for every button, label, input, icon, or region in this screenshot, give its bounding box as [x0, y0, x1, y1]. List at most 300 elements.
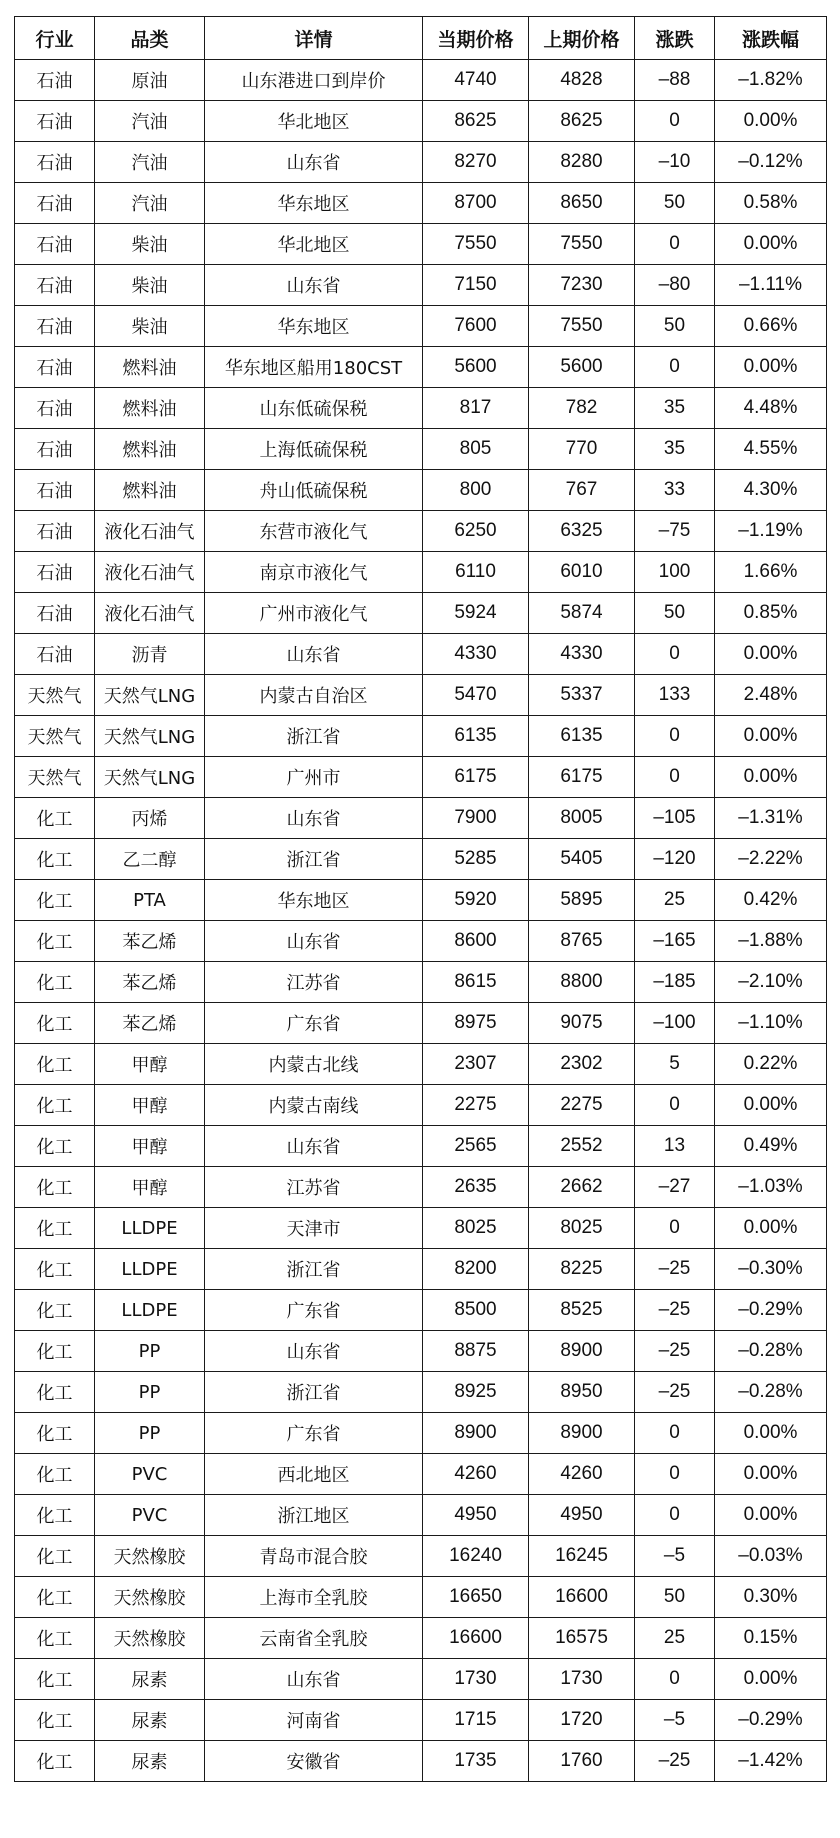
cell-change-percent: 0.00%	[715, 634, 827, 675]
cell-previous-price: 1720	[529, 1700, 635, 1741]
cell-change: 100	[635, 552, 715, 593]
cell-detail: 山东省	[205, 265, 423, 306]
cell-change: 0	[635, 347, 715, 388]
table-row	[15, 1413, 827, 1454]
cell-change-percent: –0.29%	[715, 1290, 827, 1331]
cell-change: 0	[635, 1495, 715, 1536]
cell-detail: 上海市全乳胶	[205, 1577, 423, 1618]
cell-category: 汽油	[95, 142, 205, 183]
header-current-price: 当期价格	[423, 17, 529, 60]
cell-category: PTA	[95, 880, 205, 921]
cell-industry: 石油	[15, 593, 95, 634]
cell-current-price: 16650	[423, 1577, 529, 1618]
cell-change-percent: 0.00%	[715, 1085, 827, 1126]
cell-industry: 化工	[15, 1249, 95, 1290]
cell-detail: 山东港进口到岸价	[205, 60, 423, 101]
cell-detail: 舟山低硫保税	[205, 470, 423, 511]
cell-change: –5	[635, 1536, 715, 1577]
cell-industry: 石油	[15, 347, 95, 388]
cell-industry: 化工	[15, 1536, 95, 1577]
cell-current-price: 817	[423, 388, 529, 429]
cell-change: 0	[635, 716, 715, 757]
cell-current-price: 7150	[423, 265, 529, 306]
cell-change: 0	[635, 1208, 715, 1249]
cell-detail: 上海低硫保税	[205, 429, 423, 470]
cell-industry: 化工	[15, 1659, 95, 1700]
cell-industry: 化工	[15, 839, 95, 880]
cell-change-percent: 0.58%	[715, 183, 827, 224]
cell-previous-price: 4260	[529, 1454, 635, 1495]
cell-previous-price: 8005	[529, 798, 635, 839]
cell-current-price: 8700	[423, 183, 529, 224]
cell-category: 甲醇	[95, 1085, 205, 1126]
cell-detail: 浙江省	[205, 1249, 423, 1290]
cell-change: 25	[635, 1618, 715, 1659]
cell-industry: 石油	[15, 101, 95, 142]
cell-previous-price: 767	[529, 470, 635, 511]
cell-detail: 山东省	[205, 921, 423, 962]
cell-category: 天然橡胶	[95, 1618, 205, 1659]
cell-detail: 山东省	[205, 634, 423, 675]
cell-change-percent: 4.30%	[715, 470, 827, 511]
table-row	[15, 142, 827, 183]
cell-industry: 石油	[15, 634, 95, 675]
cell-change-percent: 0.00%	[715, 1454, 827, 1495]
cell-previous-price: 8280	[529, 142, 635, 183]
cell-detail: 浙江省	[205, 716, 423, 757]
cell-previous-price: 8900	[529, 1413, 635, 1454]
cell-category: PP	[95, 1413, 205, 1454]
cell-previous-price: 770	[529, 429, 635, 470]
table-row	[15, 675, 827, 716]
cell-change-percent: –0.29%	[715, 1700, 827, 1741]
cell-change: –100	[635, 1003, 715, 1044]
cell-current-price: 8900	[423, 1413, 529, 1454]
cell-industry: 化工	[15, 1413, 95, 1454]
cell-previous-price: 4950	[529, 1495, 635, 1536]
cell-change: –165	[635, 921, 715, 962]
cell-change: –88	[635, 60, 715, 101]
cell-change-percent: 2.48%	[715, 675, 827, 716]
cell-industry: 化工	[15, 1085, 95, 1126]
cell-category: 柴油	[95, 265, 205, 306]
cell-industry: 化工	[15, 1372, 95, 1413]
table-row	[15, 634, 827, 675]
table-row	[15, 1208, 827, 1249]
cell-industry: 化工	[15, 1577, 95, 1618]
cell-industry: 化工	[15, 798, 95, 839]
cell-change-percent: 0.00%	[715, 101, 827, 142]
cell-current-price: 8615	[423, 962, 529, 1003]
cell-previous-price: 8625	[529, 101, 635, 142]
cell-industry: 石油	[15, 265, 95, 306]
cell-category: PP	[95, 1331, 205, 1372]
cell-category: PP	[95, 1372, 205, 1413]
cell-change: –5	[635, 1700, 715, 1741]
table-row	[15, 60, 827, 101]
cell-change-percent: 0.00%	[715, 224, 827, 265]
cell-detail: 山东低硫保税	[205, 388, 423, 429]
cell-detail: 华东地区	[205, 880, 423, 921]
cell-change: –120	[635, 839, 715, 880]
cell-current-price: 8270	[423, 142, 529, 183]
cell-detail: 江苏省	[205, 1167, 423, 1208]
table-row	[15, 1249, 827, 1290]
cell-change-percent: 4.48%	[715, 388, 827, 429]
cell-category: 燃料油	[95, 347, 205, 388]
cell-detail: 云南省全乳胶	[205, 1618, 423, 1659]
cell-category: 天然橡胶	[95, 1536, 205, 1577]
cell-industry: 化工	[15, 1290, 95, 1331]
cell-previous-price: 5874	[529, 593, 635, 634]
cell-detail: 江苏省	[205, 962, 423, 1003]
cell-current-price: 1735	[423, 1741, 529, 1782]
cell-industry: 化工	[15, 1331, 95, 1372]
cell-current-price: 8975	[423, 1003, 529, 1044]
cell-industry: 化工	[15, 962, 95, 1003]
cell-change: 0	[635, 1413, 715, 1454]
table-row	[15, 962, 827, 1003]
cell-change: 133	[635, 675, 715, 716]
cell-previous-price: 1730	[529, 1659, 635, 1700]
cell-detail: 青岛市混合胶	[205, 1536, 423, 1577]
cell-category: 天然气LNG	[95, 675, 205, 716]
cell-detail: 安徽省	[205, 1741, 423, 1782]
cell-previous-price: 6175	[529, 757, 635, 798]
cell-change-percent: –1.42%	[715, 1741, 827, 1782]
cell-current-price: 5470	[423, 675, 529, 716]
cell-change-percent: 0.22%	[715, 1044, 827, 1085]
cell-detail: 天津市	[205, 1208, 423, 1249]
cell-category: 汽油	[95, 183, 205, 224]
header-detail: 详情	[205, 17, 423, 60]
cell-detail: 华北地区	[205, 224, 423, 265]
cell-previous-price: 6325	[529, 511, 635, 552]
cell-change: 33	[635, 470, 715, 511]
cell-detail: 南京市液化气	[205, 552, 423, 593]
cell-industry: 化工	[15, 1741, 95, 1782]
cell-detail: 浙江省	[205, 1372, 423, 1413]
cell-change: –25	[635, 1372, 715, 1413]
cell-category: 燃料油	[95, 388, 205, 429]
cell-industry: 石油	[15, 552, 95, 593]
cell-change: 50	[635, 183, 715, 224]
cell-previous-price: 8950	[529, 1372, 635, 1413]
cell-change: –185	[635, 962, 715, 1003]
table-body	[15, 60, 827, 1782]
header-change-percent: 涨跌幅	[715, 17, 827, 60]
cell-category: 天然气LNG	[95, 716, 205, 757]
cell-detail: 广东省	[205, 1290, 423, 1331]
cell-current-price: 4330	[423, 634, 529, 675]
cell-detail: 广州市	[205, 757, 423, 798]
cell-current-price: 5600	[423, 347, 529, 388]
table-row	[15, 101, 827, 142]
table-row	[15, 839, 827, 880]
cell-category: 沥青	[95, 634, 205, 675]
table-row	[15, 1044, 827, 1085]
cell-industry: 化工	[15, 1167, 95, 1208]
table-row	[15, 1126, 827, 1167]
cell-change-percent: –1.10%	[715, 1003, 827, 1044]
cell-detail: 浙江地区	[205, 1495, 423, 1536]
cell-change-percent: 0.00%	[715, 1413, 827, 1454]
cell-category: 尿素	[95, 1659, 205, 1700]
table-row	[15, 183, 827, 224]
cell-industry: 石油	[15, 429, 95, 470]
cell-change: 0	[635, 1454, 715, 1495]
cell-category: 尿素	[95, 1741, 205, 1782]
cell-current-price: 16600	[423, 1618, 529, 1659]
cell-change: –80	[635, 265, 715, 306]
cell-change: –10	[635, 142, 715, 183]
cell-change: 50	[635, 1577, 715, 1618]
cell-current-price: 5285	[423, 839, 529, 880]
table-row	[15, 1495, 827, 1536]
cell-detail: 广东省	[205, 1003, 423, 1044]
cell-current-price: 6175	[423, 757, 529, 798]
cell-category: 尿素	[95, 1700, 205, 1741]
cell-change-percent: –1.11%	[715, 265, 827, 306]
table-row	[15, 1003, 827, 1044]
cell-previous-price: 8225	[529, 1249, 635, 1290]
cell-previous-price: 8025	[529, 1208, 635, 1249]
cell-change-percent: 0.42%	[715, 880, 827, 921]
cell-change-percent: 4.55%	[715, 429, 827, 470]
table-row	[15, 1167, 827, 1208]
cell-change: 5	[635, 1044, 715, 1085]
cell-industry: 天然气	[15, 757, 95, 798]
header-previous-price: 上期价格	[529, 17, 635, 60]
cell-current-price: 8600	[423, 921, 529, 962]
cell-industry: 化工	[15, 1618, 95, 1659]
cell-detail: 华北地区	[205, 101, 423, 142]
cell-previous-price: 9075	[529, 1003, 635, 1044]
cell-change-percent: 0.00%	[715, 1495, 827, 1536]
cell-industry: 化工	[15, 1700, 95, 1741]
cell-detail: 山东省	[205, 1126, 423, 1167]
cell-detail: 广州市液化气	[205, 593, 423, 634]
cell-change: 0	[635, 634, 715, 675]
cell-previous-price: 7230	[529, 265, 635, 306]
cell-change-percent: 0.00%	[715, 716, 827, 757]
table-row	[15, 1618, 827, 1659]
cell-detail: 内蒙古北线	[205, 1044, 423, 1085]
cell-change-percent: –0.30%	[715, 1249, 827, 1290]
cell-previous-price: 2275	[529, 1085, 635, 1126]
cell-industry: 石油	[15, 142, 95, 183]
cell-category: 液化石油气	[95, 511, 205, 552]
cell-change: –25	[635, 1290, 715, 1331]
cell-detail: 华东地区	[205, 306, 423, 347]
cell-change: –105	[635, 798, 715, 839]
cell-previous-price: 2552	[529, 1126, 635, 1167]
cell-change-percent: –0.28%	[715, 1372, 827, 1413]
cell-current-price: 2635	[423, 1167, 529, 1208]
cell-change-percent: –2.10%	[715, 962, 827, 1003]
price-table	[14, 16, 827, 1782]
cell-change-percent: 0.15%	[715, 1618, 827, 1659]
cell-detail: 东营市液化气	[205, 511, 423, 552]
cell-current-price: 2307	[423, 1044, 529, 1085]
cell-change: –27	[635, 1167, 715, 1208]
cell-industry: 石油	[15, 388, 95, 429]
cell-change: –25	[635, 1741, 715, 1782]
cell-category: 原油	[95, 60, 205, 101]
cell-change-percent: 0.66%	[715, 306, 827, 347]
cell-previous-price: 2662	[529, 1167, 635, 1208]
cell-previous-price: 5600	[529, 347, 635, 388]
cell-category: LLDPE	[95, 1290, 205, 1331]
cell-change-percent: –1.19%	[715, 511, 827, 552]
cell-change-percent: –2.22%	[715, 839, 827, 880]
cell-previous-price: 16575	[529, 1618, 635, 1659]
cell-previous-price: 4828	[529, 60, 635, 101]
table-row	[15, 224, 827, 265]
table-row	[15, 470, 827, 511]
cell-current-price: 4740	[423, 60, 529, 101]
cell-change: 35	[635, 429, 715, 470]
cell-current-price: 5924	[423, 593, 529, 634]
cell-change: 25	[635, 880, 715, 921]
table-row	[15, 1290, 827, 1331]
cell-category: PVC	[95, 1495, 205, 1536]
table-row	[15, 1659, 827, 1700]
cell-previous-price: 8525	[529, 1290, 635, 1331]
cell-category: 汽油	[95, 101, 205, 142]
cell-current-price: 8625	[423, 101, 529, 142]
cell-change: 13	[635, 1126, 715, 1167]
table-row	[15, 388, 827, 429]
cell-change-percent: –0.03%	[715, 1536, 827, 1577]
cell-detail: 山东省	[205, 1659, 423, 1700]
table-row	[15, 1577, 827, 1618]
cell-detail: 河南省	[205, 1700, 423, 1741]
cell-change-percent: 0.30%	[715, 1577, 827, 1618]
cell-category: 柴油	[95, 306, 205, 347]
header-category: 品类	[95, 17, 205, 60]
cell-change-percent: 0.00%	[715, 1208, 827, 1249]
table-row	[15, 1085, 827, 1126]
cell-category: LLDPE	[95, 1249, 205, 1290]
cell-previous-price: 16600	[529, 1577, 635, 1618]
table-row	[15, 1454, 827, 1495]
header-change: 涨跌	[635, 17, 715, 60]
cell-change-percent: –0.12%	[715, 142, 827, 183]
table-row	[15, 265, 827, 306]
cell-change: 50	[635, 593, 715, 634]
cell-change: –25	[635, 1249, 715, 1290]
cell-industry: 化工	[15, 1126, 95, 1167]
cell-current-price: 7550	[423, 224, 529, 265]
cell-current-price: 6135	[423, 716, 529, 757]
cell-category: 苯乙烯	[95, 962, 205, 1003]
cell-change: 0	[635, 1659, 715, 1700]
cell-category: LLDPE	[95, 1208, 205, 1249]
cell-previous-price: 6135	[529, 716, 635, 757]
table-row	[15, 1372, 827, 1413]
price-table-container	[14, 16, 826, 1782]
cell-previous-price: 7550	[529, 224, 635, 265]
cell-current-price: 800	[423, 470, 529, 511]
cell-industry: 石油	[15, 224, 95, 265]
cell-category: 丙烯	[95, 798, 205, 839]
cell-current-price: 8500	[423, 1290, 529, 1331]
cell-industry: 化工	[15, 921, 95, 962]
cell-previous-price: 8900	[529, 1331, 635, 1372]
cell-current-price: 4950	[423, 1495, 529, 1536]
cell-previous-price: 5405	[529, 839, 635, 880]
cell-current-price: 7600	[423, 306, 529, 347]
cell-current-price: 2565	[423, 1126, 529, 1167]
cell-current-price: 1715	[423, 1700, 529, 1741]
cell-detail: 内蒙古南线	[205, 1085, 423, 1126]
cell-change-percent: 0.00%	[715, 1659, 827, 1700]
cell-change: 50	[635, 306, 715, 347]
cell-industry: 石油	[15, 511, 95, 552]
cell-category: 天然气LNG	[95, 757, 205, 798]
cell-change-percent: 0.00%	[715, 347, 827, 388]
cell-change: 0	[635, 101, 715, 142]
cell-previous-price: 7550	[529, 306, 635, 347]
table-row	[15, 798, 827, 839]
cell-industry: 化工	[15, 1495, 95, 1536]
cell-category: PVC	[95, 1454, 205, 1495]
cell-category: 燃料油	[95, 429, 205, 470]
cell-change: 0	[635, 224, 715, 265]
cell-previous-price: 8650	[529, 183, 635, 224]
cell-current-price: 6250	[423, 511, 529, 552]
cell-industry: 化工	[15, 1208, 95, 1249]
cell-change-percent: –1.88%	[715, 921, 827, 962]
cell-change-percent: 1.66%	[715, 552, 827, 593]
cell-previous-price: 782	[529, 388, 635, 429]
cell-industry: 石油	[15, 470, 95, 511]
cell-change: 0	[635, 757, 715, 798]
cell-current-price: 8925	[423, 1372, 529, 1413]
cell-current-price: 4260	[423, 1454, 529, 1495]
cell-current-price: 2275	[423, 1085, 529, 1126]
table-row	[15, 716, 827, 757]
table-row	[15, 1331, 827, 1372]
cell-industry: 化工	[15, 1044, 95, 1085]
cell-category: 天然橡胶	[95, 1577, 205, 1618]
cell-detail: 华东地区	[205, 183, 423, 224]
cell-change-percent: 0.85%	[715, 593, 827, 634]
cell-detail: 浙江省	[205, 839, 423, 880]
cell-previous-price: 6010	[529, 552, 635, 593]
cell-change-percent: –0.28%	[715, 1331, 827, 1372]
cell-current-price: 805	[423, 429, 529, 470]
cell-detail: 山东省	[205, 142, 423, 183]
cell-previous-price: 4330	[529, 634, 635, 675]
table-row	[15, 1536, 827, 1577]
cell-detail: 内蒙古自治区	[205, 675, 423, 716]
cell-industry: 石油	[15, 60, 95, 101]
cell-detail: 广东省	[205, 1413, 423, 1454]
cell-industry: 石油	[15, 183, 95, 224]
cell-detail: 华东地区船用180CST	[205, 347, 423, 388]
cell-change: 0	[635, 1085, 715, 1126]
header-industry: 行业	[15, 17, 95, 60]
cell-category: 燃料油	[95, 470, 205, 511]
table-row	[15, 921, 827, 962]
cell-change-percent: 0.00%	[715, 757, 827, 798]
cell-change-percent: –1.31%	[715, 798, 827, 839]
cell-detail: 山东省	[205, 1331, 423, 1372]
cell-current-price: 16240	[423, 1536, 529, 1577]
cell-change: –75	[635, 511, 715, 552]
